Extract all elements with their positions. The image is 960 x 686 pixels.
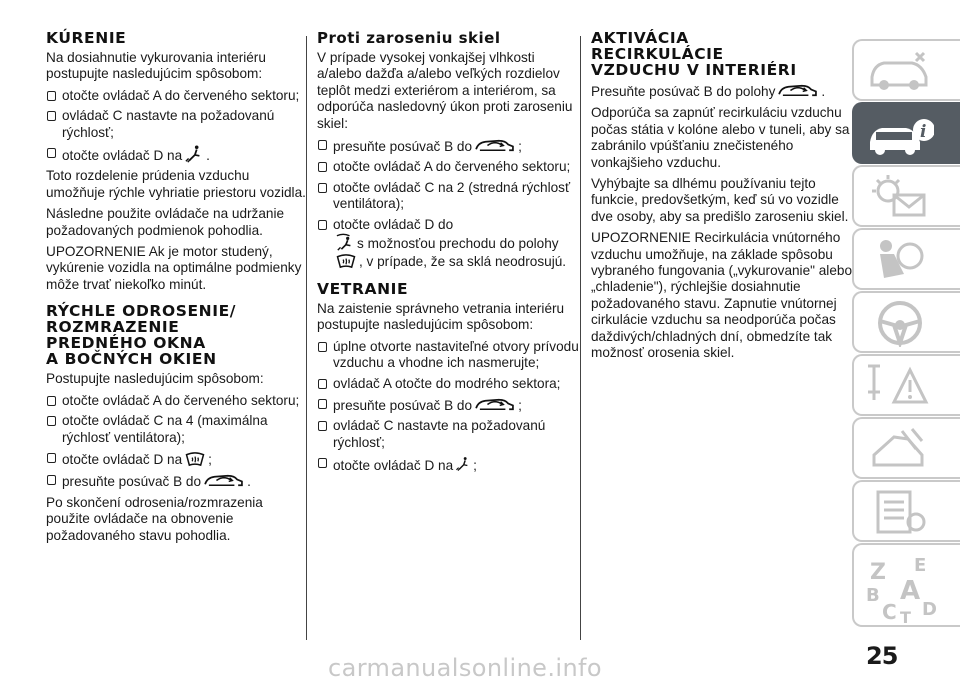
bullet-text: otočte ovládač D na	[333, 458, 454, 474]
paragraph: UPOZORNENIE Recirkulácia vnútorného vzduchu umožňuje, na základe spôsobu vybraného fungovania („vykurovanie" alebo „chladenie"), rýchlejšie dosiahnutie požadovaného stavu. Zapnutie vnútornej cirkulácie vzduchu sa neodporúča počas daždivých/chladných dní, obmedzíte tak možnosť orosenia skiel.	[591, 230, 853, 361]
column-antifog	[317, 30, 579, 479]
paragraph: Na dosiahnutie vykurovania interiéru postupujte nasledujúcim spôsobom:	[46, 50, 266, 82]
svg-text:i: i	[920, 122, 927, 142]
paragraph: Na zaistenie správneho vetrania interiéru postupujte nasledujúcim spôsobom:	[317, 300, 565, 333]
sidebar-tab-airbag[interactable]	[852, 228, 960, 290]
column-divider-2	[580, 36, 581, 640]
bullet-text: s možnosťou prechodu do polohy	[357, 236, 559, 252]
paragraph: Následne použite ovládače na udržanie požadovaných podmienok pohodlia.	[46, 206, 285, 238]
column-heating	[46, 30, 308, 549]
bullet-item: otočte ovládač A do červeného sektoru;	[46, 393, 308, 409]
bullet-item: otočte ovládač C na 2 (stredná rýchlosť ventilátora);	[317, 180, 579, 213]
windshield-defrost-icon	[335, 252, 357, 269]
windshield-defrost-icon	[184, 450, 206, 467]
paragraph: Po skončení odrosenia/rozmrazenia použite ovládače na obnovenie požadovaného stavu pohodlia.	[46, 494, 263, 543]
airbag-icon	[864, 236, 934, 284]
heading-antifog: Proti zaroseniu skiel	[317, 29, 501, 47]
bullet-text: otočte ovládač D na	[62, 148, 183, 164]
sidebar-tab-car[interactable]	[852, 39, 960, 101]
paragraph: Odporúča sa zapnúť recirkuláciu vzduchu počas státia v kolóne alebo v tuneli, aby sa zabránilo vpúšťaniu znečisteného vonkajšieho vzduchu.	[591, 105, 850, 170]
warning-lights-icon	[864, 173, 934, 221]
breakdown-icon	[864, 362, 934, 410]
recirculation-icon	[474, 137, 516, 154]
paragraph: Toto rozdelenie prúdenia vzduchu umožňuje rýchle vyhriatie priestoru vozidla.	[46, 168, 306, 200]
heading-heating: KÚRENIE	[46, 29, 127, 47]
paragraph: UPOZORNENIE Ak je motor studený, vykúrenie vozidla na optimálne podmienky môže trvať niekoľko minút.	[46, 244, 302, 292]
bullet-item	[317, 455, 579, 474]
bullet-text: presuňte posúvač B do	[333, 397, 473, 413]
index-letter: D	[922, 599, 937, 620]
bullet-text: presuňte posúvač B do	[333, 139, 473, 155]
bullet-text: presuňte posúvač B do	[62, 474, 202, 490]
bullet-text: .	[247, 474, 251, 490]
bullet-text: ;	[473, 458, 477, 474]
recirculation-icon	[474, 396, 516, 413]
bullet-text: .	[206, 148, 210, 164]
sidebar-tab-warning-lights[interactable]	[852, 165, 960, 227]
watermark: carmanualsonline.info	[328, 654, 602, 682]
page-number: 25	[866, 642, 898, 670]
index-letter: Z	[870, 560, 886, 585]
paragraph-text: .	[821, 84, 826, 99]
sidebar-tab-specs[interactable]	[852, 480, 960, 542]
sidebar-tab-breakdown[interactable]	[852, 354, 960, 416]
paragraph-text: Presuňte posúvač B do polohy	[591, 84, 776, 99]
bullet-text: otočte ovládač D na	[62, 451, 183, 467]
bullet-text: ;	[518, 397, 522, 413]
sidebar-tab-service[interactable]	[852, 417, 960, 479]
paragraph: V prípade vysokej vonkajšej vlhkosti a/alebo dažďa a/alebo veľkých rozdielov teplôt medzi exteriérom a interiérom, sa odporúča nasledovný úkon proti zaroseniu skiel:	[317, 50, 573, 131]
car-info-icon	[864, 110, 934, 158]
sidebar-tab-car-info[interactable]	[852, 102, 960, 164]
index-letter: T	[900, 608, 911, 627]
paragraph: Vyhýbajte sa dlhému používaniu tejto funkcie, predovšetkým, keď sú vo vozidle dve osoby, aby sa predišlo zaroseniu skiel.	[591, 176, 849, 224]
bullet-item: úplne otvorte nastaviteľné otvory prívodu vzduchu a vhodne ich nasmerujte;	[317, 339, 579, 372]
recirculation-icon	[777, 82, 819, 99]
heading-recirculation: AKTIVÁCIA RECIRKULÁCIE VZDUCHU V INTERIÉRI	[591, 29, 797, 79]
bullet-item: otočte ovládač A do červeného sektoru;	[317, 159, 579, 175]
feet-airflow-icon	[184, 145, 204, 163]
bullet-item	[46, 450, 308, 468]
bullet-item	[317, 396, 579, 414]
heading-defrost: RÝCHLE ODROSENIE/ ROZMRAZENIE PREDNÉHO OKNA A BOČNÝCH OKIEN	[46, 302, 237, 369]
bullet-text: otočte ovládač D do	[333, 216, 454, 232]
index-letter: B	[866, 585, 880, 606]
bullet-item	[317, 217, 579, 271]
bullet-text: ;	[208, 451, 212, 467]
paragraph	[591, 82, 853, 100]
face-vent-icon	[455, 455, 471, 473]
bullet-item	[46, 472, 308, 490]
bullet-item: ovládač C nastavte na požadovanú rýchlosť;	[317, 418, 579, 451]
paragraph: Postupujte nasledujúcim spôsobom:	[46, 371, 264, 387]
index-letter: A	[900, 576, 921, 606]
service-icon	[864, 425, 934, 473]
bullet-item: otočte ovládač A do červeného sektoru;	[46, 88, 308, 104]
bullet-item	[317, 137, 579, 155]
sidebar-tab-index[interactable]	[852, 543, 960, 627]
car-icon	[864, 47, 934, 95]
feet-windshield-icon	[335, 233, 355, 251]
bullet-item: ovládač A otočte do modrého sektora;	[317, 376, 579, 392]
column-recirculation	[591, 30, 853, 367]
specs-icon	[864, 488, 934, 536]
bullet-item: otočte ovládač C na 4 (maximálna rýchlosť ventilátora);	[46, 413, 308, 446]
bullet-item: ovládač C nastavte na požadovanú rýchlosť;	[46, 108, 308, 141]
sidebar-tab-steering[interactable]	[852, 291, 960, 353]
index-letter: C	[882, 600, 897, 624]
bullet-text: , v prípade, že sa sklá neodrosujú.	[359, 254, 567, 270]
bullet-text: ;	[518, 139, 522, 155]
bullet-item	[46, 145, 308, 164]
steering-wheel-icon	[864, 299, 934, 347]
index-letter: E	[914, 555, 927, 576]
heading-ventilation: VETRANIE	[317, 279, 409, 298]
index-icon	[864, 551, 950, 627]
recirculation-icon	[203, 472, 245, 489]
